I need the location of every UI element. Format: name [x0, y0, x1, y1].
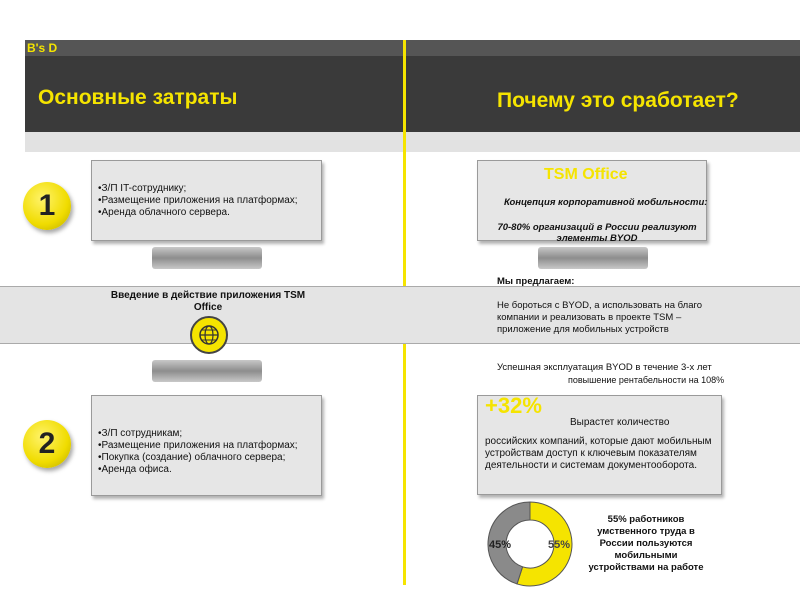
step-1-badge: 1: [23, 182, 71, 230]
byod-donut-chart: [478, 498, 582, 590]
donut-label-yellow: 55%: [548, 539, 571, 551]
tsm-concept: Концепция корпоративной мобильности:: [504, 197, 708, 208]
cost-item: • Аренда облачного сервера.: [98, 207, 315, 219]
connector-2: [152, 360, 262, 382]
offer-body: Не бороться с BYOD, а использовать на благо компании и реализовать в проекте TSM – приложение для мобильных устройств: [497, 300, 703, 335]
offer-profit: повышение рентабельности на 108%: [568, 375, 725, 385]
donut-caption: 55% работников умственного труда в России пользуются мобильными устройствами на работе: [588, 514, 704, 573]
growth-box: [477, 395, 722, 495]
launch-band-text: Введение в действие приложения TSM Office: [110, 290, 306, 313]
cost-item: • Аренда офиса.: [98, 464, 315, 476]
connector-1: [152, 247, 262, 269]
donut-label-gray: 45%: [489, 539, 512, 551]
title-main-costs: Основные затраты: [38, 86, 238, 109]
offer-heading: Мы предлагаем:: [497, 276, 575, 287]
cost-item: • Размещение приложения на платформах;: [98, 440, 315, 452]
connector-3: [538, 247, 648, 269]
cost-item: • Размещение приложения на платформах;: [98, 195, 315, 207]
header-underline-strip: [25, 132, 800, 152]
step-2-badge: 2: [23, 420, 71, 468]
tsm-office-box: [477, 160, 708, 244]
step-2-costs-box: [91, 395, 322, 496]
cost-item: • З/П сотрудникам;: [98, 428, 315, 440]
globe-icon: [190, 316, 228, 354]
growth-value: +32%: [485, 393, 542, 418]
header-top-stripe: [25, 40, 800, 56]
offer-exploitation: Успешная эксплуатация BYOD в течение 3-х лет: [497, 362, 712, 373]
growth-text: российских компаний, которые дают мобильным устройствам доступ к ключевым показателям деятельности и системам документооборота.: [485, 436, 712, 471]
brand-label: B's D: [27, 41, 58, 55]
cost-item: • З/П IT-сотруднику;: [98, 183, 315, 195]
growth-lead: Вырастет количество: [570, 417, 670, 428]
cost-item: • Покупка (создание) облачного сервера;: [98, 452, 315, 464]
step-1-costs-box: [91, 160, 322, 241]
tsm-title: TSM Office: [544, 166, 628, 183]
tsm-stat: 70-80% организаций в России реализуют элементы BYOD: [497, 222, 697, 244]
title-why-it-works: Почему это сработает?: [497, 89, 739, 112]
